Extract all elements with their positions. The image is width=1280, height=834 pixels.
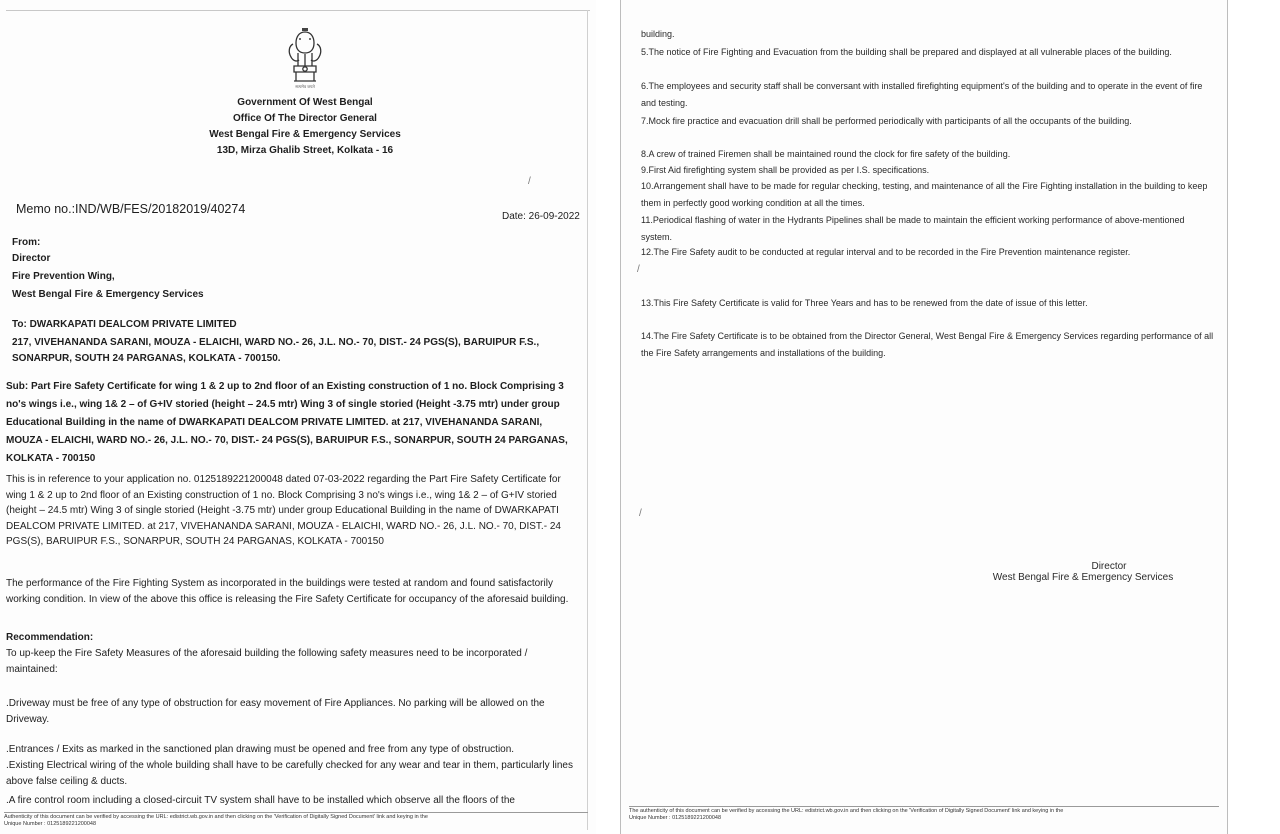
recommendation-item-2: .Entrances / Exits as marked in the sanctioned plan drawing must be opened and free from any type of obstruction. <box>6 744 515 755</box>
from-label: From: <box>12 237 41 248</box>
footer-rule <box>4 812 588 813</box>
footer-verification: Authenticity of this document can be verified by accessing the URL: edistrict.wb.gov.in and then clicking on the 'Verification of Digitally Signed Document' link and keying in the <box>4 814 428 820</box>
measure-item-8: 8.A crew of trained Firemen shall be maintained round the clock for fire safety of the building. <box>641 149 1011 159</box>
measure-item-5: 5.The notice of Fire Fighting and Evacuation from the building shall be prepared and displayed at all vulnerable places of the building. <box>641 47 1172 57</box>
letter-page-2 <box>620 0 1228 834</box>
measure-item-7: 7.Mock fire practice and evacuation drill shall be performed periodically with participants of all the occupants of the building. <box>641 116 1132 126</box>
header-department: West Bengal Fire & Emergency Services <box>209 129 401 140</box>
reference-paragraph: This is in reference to your application no. 0125189221200048 dated 07-03-2022 regarding the Part Fire Safety Certificate for wing 1 & 2 up to 2nd floor of an Existing construction of 1 no. Block Comprising 3 no's wings i.e., wing 1& 2 – of G+IV storied (height – 24.5 mtr) Wing 3 of single storied (Height -3.75 mtr) under group Educational Building in the name of DWARKAPATI DEALCOM PRIVATE LIMITED. at 217, VIVEHANANDA SARANI, MOUZA - ELAICHI, WARD NO.- 26, J.L. NO.- 70, DIST.- 24 PGS(S), BARUIPUR F.S., SONARPUR, SOUTH 24 PARGANAS, KOLKATA - 700150 <box>6 474 561 547</box>
stray-mark: / <box>639 508 642 519</box>
to-address-line1: 217, VIVEHANANDA SARANI, MOUZA - ELAICHI, WARD NO.- 26, J.L. NO.- 70, DIST.- 24 PGS(S), BARUIPUR F.S., <box>12 337 540 348</box>
header-address: 13D, Mirza Ghalib Street, Kolkata - 16 <box>216 145 394 156</box>
to-address-line2: SONARPUR, SOUTH 24 PARGANAS, KOLKATA - 700150. <box>12 353 281 364</box>
measure-item-12: 12.The Fire Safety audit to be conducted at regular interval and to be recorded in the Fire Prevention maintenance register. <box>641 247 1131 257</box>
emblem-caption: सत्यमेव जयते <box>295 84 315 89</box>
header-government: Government Of West Bengal <box>237 97 373 108</box>
measure-item-continued: building. <box>641 29 675 39</box>
signatory-organisation: West Bengal Fire & Emergency Services <box>992 572 1174 583</box>
footer-unique-number: Unique Number : 0125189221200048 <box>629 815 722 821</box>
recommendation-item-3: .Existing Electrical wiring of the whole building shall have to be carefully checked for any wear and tear in them, particularly lines above false ceiling & ducts. <box>6 760 573 787</box>
recommendation-intro: To up-keep the Fire Safety Measures of the aforesaid building the following safety measures need to be incorporated / maintained: <box>6 648 528 675</box>
footer-unique-number: Unique Number : 0125189221200048 <box>4 821 97 827</box>
subject: Sub: Part Fire Safety Certificate for wing 1 & 2 up to 2nd floor of an Existing construction of 1 no. Block Comprising 3 no's wings i.e., wing 1& 2 – of G+IV storied (height – 24.5 mtr) Wing 3 of single storied (Height -3.75 mtr) under group Educational Building in the name of DWARKAPATI DEALCOM PRIVATE LIMITED. at 217, VIVEHANANDA SARANI, MOUZA - ELAICHI, WARD NO.- 26, J.L. NO.- 70, DIST.- 24 PGS(S), BARUIPUR F.S., SONARPUR, SOUTH 24 PARGANAS, KOLKATA - 700150 <box>6 381 568 464</box>
performance-paragraph: The performance of the Fire Fighting System as incorporated in the buildings were tested at random and found satisfactorily working condition. In view of the above this office is releasing the Fire Safety Certificate for occupancy of the aforesaid building. <box>6 578 569 605</box>
stray-mark: / <box>637 264 640 275</box>
from-designation: Director <box>12 253 51 264</box>
measure-item-13: 13.This Fire Safety Certificate is valid for Three Years and has to be renewed from the date of issue of this letter. <box>641 298 1088 308</box>
stray-mark: / <box>528 176 531 187</box>
signatory-title: Director <box>1091 561 1127 572</box>
recommendation-item-4: .A fire control room including a closed-circuit TV system shall have to be installed which observe all the floors of the <box>6 795 515 806</box>
page-edge-rule <box>587 10 588 830</box>
footer-rule <box>629 806 1219 807</box>
state-emblem-icon <box>280 26 330 92</box>
page-top-rule <box>6 10 590 11</box>
header-office: Office Of The Director General <box>233 113 377 124</box>
memo-number: Memo no.:IND/WB/FES/20182019/40274 <box>16 202 246 216</box>
letter-page-1 <box>0 0 596 834</box>
from-wing: Fire Prevention Wing, <box>12 271 115 282</box>
measure-item-9: 9.First Aid firefighting system shall be provided as per I.S. specifications. <box>641 165 930 175</box>
page-gutter <box>596 0 620 834</box>
from-organisation: West Bengal Fire & Emergency Services <box>12 289 204 300</box>
measure-item-6: 6.The employees and security staff shall be conversant with installed firefighting equipment's of the building and to operate in the event of fire and testing. <box>641 81 1203 108</box>
recommendation-heading: Recommendation: <box>6 632 94 643</box>
letter-date: Date: 26-09-2022 <box>502 211 580 222</box>
measure-item-10: 10.Arrangement shall have to be made for regular checking, testing, and maintenance of all the Fire Fighting installation in the building to keep them in perfectly good working condition at all the times. <box>641 181 1208 208</box>
measure-item-14: 14.The Fire Safety Certificate is to be obtained from the Director General, West Bengal Fire & Emergency Services regarding performance of all the Fire Safety arrangements and installations of the building. <box>641 331 1214 358</box>
measure-item-11: 11.Periodical flashing of water in the Hydrants Pipelines shall be made to maintain the efficient working performance of above-mentioned system. <box>641 215 1185 242</box>
recommendation-item-1: .Driveway must be free of any type of obstruction for easy movement of Fire Appliances. No parking will be allowed on the Driveway. <box>6 698 545 725</box>
to-addressee: To: DWARKAPATI DEALCOM PRIVATE LIMITED <box>12 319 237 330</box>
footer-verification: The authenticity of this document can be verified by accessing the URL: edistrict.wb.gov.in and then clicking on the 'Verification of Digitally Signed Document' link and keying in the <box>629 808 1064 814</box>
